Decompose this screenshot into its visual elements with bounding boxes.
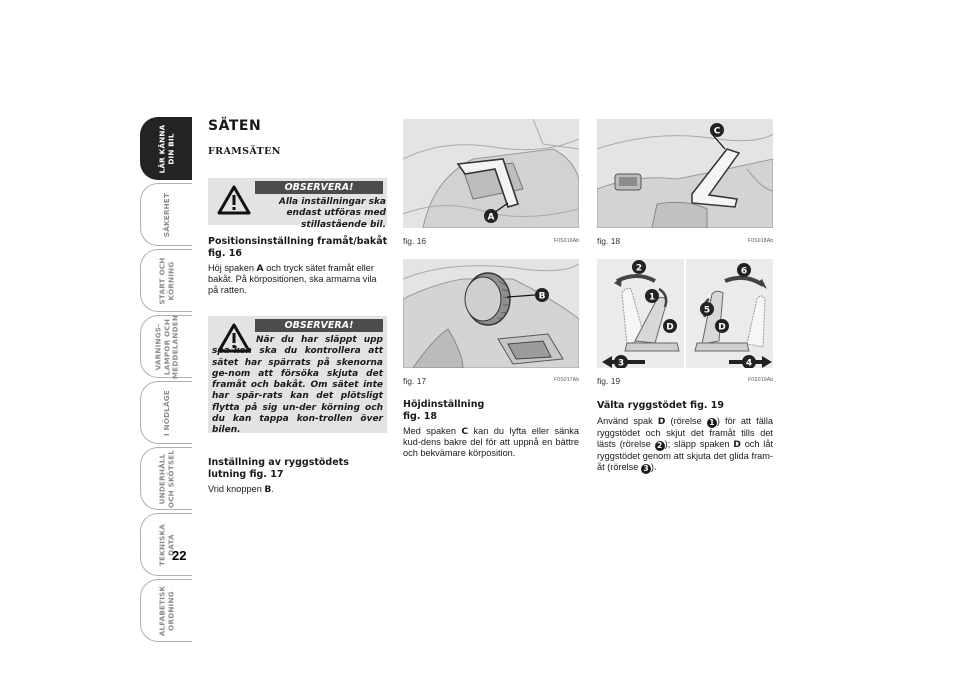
figure-17-image [403,259,579,368]
movement-number-badge: 3 [641,464,651,474]
text-run: . [271,484,274,494]
tab-label: START OCH KÖRNING [157,257,175,304]
text-run: ). [650,462,657,473]
tab-tekniska-data[interactable] [140,513,192,576]
tab-alfabetisk-ordning[interactable] [140,579,192,642]
movement-number-badge: 2 [655,441,665,451]
seat-lever-c-illustration [597,119,773,228]
figure-18-code: F0S018Ab [748,238,774,244]
page-number: 22 [172,548,187,563]
left-column [208,118,388,157]
marker-c: C [713,126,721,137]
tilt-section [208,457,388,495]
text-run: och tryck sätet framåt eller bakåt. På körpositionen, ska armarna vila på ratten. [208,263,377,296]
figure-16-image [403,119,579,228]
figure-19-image [597,259,773,368]
tab-label: UNDERHÅLL OCH SKÖTSEL [157,449,175,508]
tab-sakerhet[interactable] [140,183,192,246]
lever-letter: A [256,263,264,274]
height-section [403,399,579,460]
backrest-fold-illustration [597,259,773,368]
tilt-heading: Inställning av ryggstödets lutning fig. 17 [208,457,349,480]
position-section [208,236,388,297]
text-run: Höj spaken [208,263,257,273]
marker-4: 4 [745,358,753,368]
height-heading: Höjdinställning fig. 18 [403,399,485,422]
tab-label: I NÖDLÄGE [161,389,171,436]
marker-5: 5 [703,305,711,316]
lever-letter: D [733,439,741,451]
marker-d: D [666,322,674,333]
text-run: kan du lyfta eller sänka kud-dens bakre del för att uppnå en bättre och bekvämare körposition. [403,426,579,459]
tab-label: TEKNISKA DATA [157,523,175,566]
tab-label: SÄKERHET [161,192,171,237]
lever-letter: D [657,416,666,427]
position-text [208,263,388,297]
notice-text: Alla inställningar ska endast utföras med stillastående bil. [278,197,386,230]
backrest-knob-b-illustration [403,259,579,368]
marker-2: 2 [635,263,643,274]
marker-1: 1 [648,292,656,303]
text-run: ); släpp spaken [664,439,734,450]
tab-label: LÄR KÄNNA DIN BIL [157,124,175,173]
text-run: Använd spak [597,416,658,426]
figure-16-caption: fig. 16 [403,236,427,246]
tilt-text [208,484,388,495]
fold-text [597,416,773,474]
tab-lar-kanna-din-bil[interactable] [140,117,192,180]
tab-label: VARNINGS- LAMPOR OCH MEDDELANDEN [152,314,179,379]
text-run: ) för att fälla ryggstödet och skjut det framåt tills det lästs (rörelse [597,416,773,450]
text-run: (rörelse [665,416,707,426]
tab-varningslampor[interactable] [140,315,192,378]
marker-a: A [487,212,495,223]
warning-notice-1 [208,178,387,230]
warning-notice-2 [208,316,387,436]
figure-19-caption: fig. 19 [597,376,621,386]
text-run: Vrid knoppen [208,484,265,494]
seat-lever-a-illustration [403,119,579,228]
tab-underhall[interactable] [140,447,192,510]
marker-6: 6 [740,266,748,277]
figure-18-image [597,119,773,228]
movement-number-badge: 1 [707,418,717,428]
notice-text: När du har släppt upp spa-ken ska du kontrollera att sätet har spärrats på skenorna ge-nom att försöka skjuta det framåt och bakåt. Om sätet inte har spär-rats kan det plötsligt flytta på sig un-der körning och du kan tappa kon-trollen över bilen. [212,335,383,436]
fold-heading: Välta ryggstödet fig. 19 [597,400,725,411]
figure-18-caption: fig. 18 [597,236,621,246]
position-heading: Positionsinställning framåt/bakåt fig. 16 [208,236,388,259]
figure-17-caption: fig. 17 [403,376,427,386]
section-title: SÄTEN [208,118,262,134]
marker-d: D [718,322,726,333]
marker-3: 3 [617,358,625,368]
subsection-title: FRAMSÄTEN [208,146,281,157]
height-text [403,426,579,460]
lever-letter: C [461,426,469,437]
tab-label: ALFABETISK ORDNING [157,585,175,636]
figure-16-code: F0S016Ab [554,238,580,244]
warning-triangle-icon [217,185,251,215]
knob-letter: B [264,484,272,495]
fold-section [597,400,773,474]
tab-i-nodlage[interactable] [140,381,192,444]
text-run: och låt ryggstödet genom att skjuta det glida fram-åt (rörelse [597,439,774,473]
tab-start-och-korning[interactable] [140,249,192,312]
observera-badge: OBSERVERA! [255,181,383,194]
observera-badge: OBSERVERA! [255,319,383,332]
figure-19-code: F0S019Ab [748,377,774,383]
text-run: Med spaken [403,426,462,436]
marker-b: B [538,291,546,302]
figure-17-code: F0S017Ab [554,377,580,383]
